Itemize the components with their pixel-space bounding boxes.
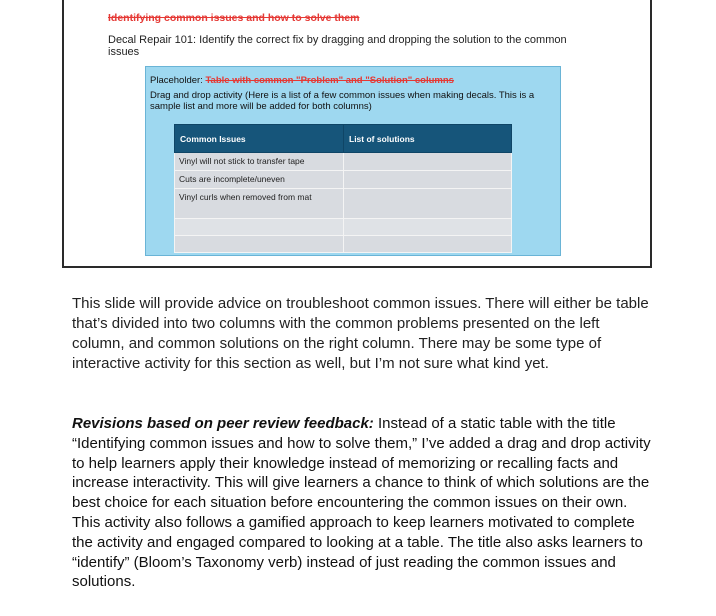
- placeholder-label: Placeholder:: [150, 75, 206, 86]
- slide-preview: [62, 0, 652, 268]
- revisions-text: Instead of a static table with the title “Identifying common issues and how to solve them,” I’ve added a drag and drop activity to help learners apply their knowledge instead of memorizing or recalling facts and increase interactivity. This will give learners a chance to think of which solutions are the best choice for each situation before encountering the common issues on their own. This activity also follows a gamified approach to keep learners motivated to complete the activity and engaged compared to looking at a table. The title also asks learners to “identify” (Bloom’s Taxonomy verb) instead of just reading the common issues and solutions.: [72, 415, 651, 591]
- solution-drop-cell[interactable]: [344, 189, 512, 219]
- header-list-of-solutions: List of solutions: [344, 125, 512, 153]
- issue-cell[interactable]: [175, 219, 344, 236]
- slide-narrative: This slide will provide advice on troubleshoot common issues. There will either be table that’s divided into two columns with the common problems presented on the left column, and common solutions on the right column. There may be some type of interactive activity for this section as well, but I’m not sure what kind yet.: [72, 295, 649, 372]
- slide-heading: Decal Repair 101: Identify the correct fix by dragging and dropping the solution to the common issues: [108, 34, 567, 58]
- revisions-paragraph: [72, 414, 654, 592]
- issue-cell[interactable]: Cuts are incomplete/uneven: [175, 171, 344, 189]
- issue-cell[interactable]: Vinyl will not stick to transfer tape: [175, 153, 344, 171]
- placeholder-strikethrough: Table with common "Problem" and "Solution" columns: [205, 75, 454, 86]
- activity-description: Drag and drop activity (Here is a list of a few common issues when making decals. This is a sample list and more will be added for both columns): [150, 90, 535, 112]
- issue-cell[interactable]: Vinyl curls when removed from mat: [175, 189, 344, 219]
- issue-cell[interactable]: [175, 236, 344, 253]
- table-row: [175, 219, 512, 236]
- header-common-issues: Common Issues: [175, 125, 344, 153]
- revisions-label: Revisions based on peer review feedback:: [72, 415, 374, 432]
- solution-drop-cell[interactable]: [344, 219, 512, 236]
- solution-drop-cell[interactable]: [344, 153, 512, 171]
- table-row: [175, 189, 512, 219]
- old-slide-title: Identifying common issues and how to solve them: [108, 12, 360, 24]
- table-row: [175, 236, 512, 253]
- table-row: [175, 153, 512, 171]
- solution-drop-cell[interactable]: [344, 236, 512, 253]
- table-row: [175, 171, 512, 189]
- placeholder-line: [150, 75, 555, 86]
- activity-placeholder-panel: [145, 66, 561, 256]
- solution-drop-cell[interactable]: [344, 171, 512, 189]
- drag-drop-table: [174, 124, 512, 253]
